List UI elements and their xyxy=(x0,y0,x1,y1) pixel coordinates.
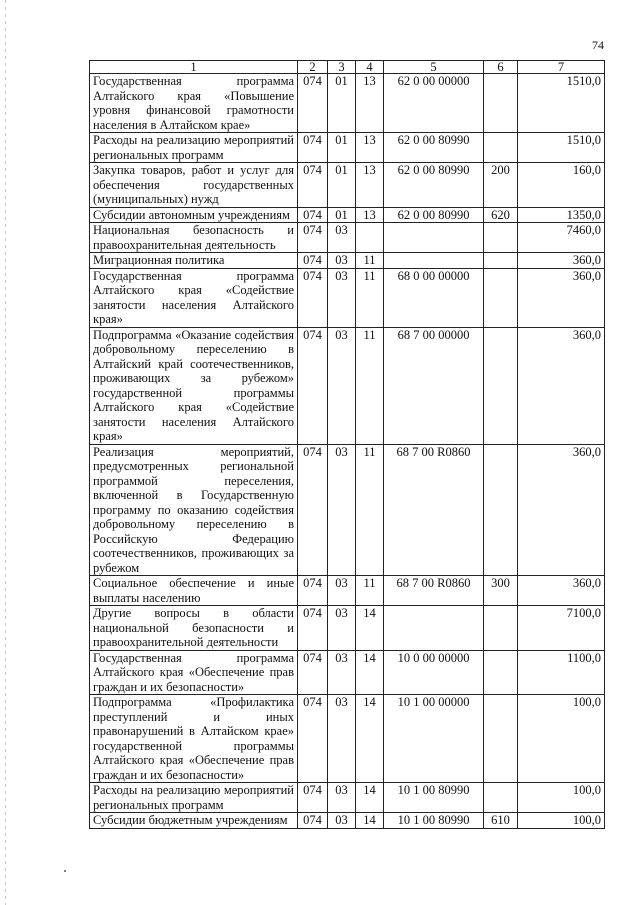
header-col-3: 3 xyxy=(328,61,356,74)
row-subsection-code: 11 xyxy=(356,268,384,327)
row-expense-type xyxy=(484,650,518,695)
row-section-code: 03 xyxy=(328,813,356,829)
row-target-article: 10 1 00 80990 xyxy=(384,783,484,813)
row-target-article xyxy=(384,253,484,269)
row-name: Расходы на реализацию мероприятий региональных программ xyxy=(90,783,298,813)
row-ministry-code: 074 xyxy=(298,444,328,576)
table-row xyxy=(90,783,605,813)
row-target-article: 10 0 00 00000 xyxy=(384,650,484,695)
row-section-code: 03 xyxy=(328,327,356,444)
row-target-article: 68 7 00 R0860 xyxy=(384,576,484,606)
row-name: Подпрограмма «Профилактика преступлений и иных правонарушений в Алтайском крае» государственной программы Алтайского края «Обеспечение прав граждан и их безопасности» xyxy=(90,695,298,783)
row-subsection-code: 11 xyxy=(356,576,384,606)
scan-speck xyxy=(64,870,66,872)
row-amount: 360,0 xyxy=(518,268,605,327)
row-expense-type xyxy=(484,74,518,133)
row-expense-type xyxy=(484,268,518,327)
row-target-article: 10 1 00 80990 xyxy=(384,813,484,829)
row-expense-type xyxy=(484,695,518,783)
row-ministry-code: 074 xyxy=(298,207,328,223)
row-name: Расходы на реализацию мероприятий региональных программ xyxy=(90,133,298,163)
row-expense-type xyxy=(484,253,518,269)
page-number: 74 xyxy=(592,38,604,52)
row-amount: 7100,0 xyxy=(518,606,605,651)
row-section-code: 01 xyxy=(328,133,356,163)
row-section-code: 03 xyxy=(328,223,356,253)
table-row xyxy=(90,813,605,829)
scan-edge-line xyxy=(5,0,6,905)
row-ministry-code: 074 xyxy=(298,268,328,327)
row-amount: 360,0 xyxy=(518,253,605,269)
row-amount: 100,0 xyxy=(518,783,605,813)
header-col-5: 5 xyxy=(384,61,484,74)
row-ministry-code: 074 xyxy=(298,74,328,133)
table-header-row xyxy=(90,61,605,74)
header-col-7: 7 xyxy=(518,61,605,74)
row-subsection-code: 13 xyxy=(356,74,384,133)
row-amount: 1510,0 xyxy=(518,133,605,163)
row-ministry-code: 074 xyxy=(298,576,328,606)
row-target-article: 10 1 00 00000 xyxy=(384,695,484,783)
row-section-code: 01 xyxy=(328,163,356,208)
row-amount: 1100,0 xyxy=(518,650,605,695)
row-expense-type: 300 xyxy=(484,576,518,606)
table-row xyxy=(90,606,605,651)
row-target-article: 62 0 00 80990 xyxy=(384,207,484,223)
row-expense-type xyxy=(484,606,518,651)
row-subsection-code: 11 xyxy=(356,444,384,576)
row-ministry-code: 074 xyxy=(298,650,328,695)
budget-table xyxy=(89,60,605,829)
table-row xyxy=(90,74,605,133)
table-row xyxy=(90,327,605,444)
row-ministry-code: 074 xyxy=(298,223,328,253)
row-subsection-code: 13 xyxy=(356,207,384,223)
row-section-code: 03 xyxy=(328,268,356,327)
row-section-code: 01 xyxy=(328,207,356,223)
row-amount: 360,0 xyxy=(518,327,605,444)
row-subsection-code: 14 xyxy=(356,813,384,829)
row-amount: 360,0 xyxy=(518,576,605,606)
row-target-article: 68 7 00 00000 xyxy=(384,327,484,444)
table-row xyxy=(90,207,605,223)
row-expense-type xyxy=(484,327,518,444)
header-col-2: 2 xyxy=(298,61,328,74)
row-section-code: 03 xyxy=(328,606,356,651)
row-name: Субсидии автономным учреждениям xyxy=(90,207,298,223)
row-section-code: 03 xyxy=(328,650,356,695)
table-row xyxy=(90,444,605,576)
header-col-4: 4 xyxy=(356,61,384,74)
table-row xyxy=(90,650,605,695)
row-name: Государственная программа Алтайского края «Обеспечение прав граждан и их безопасности» xyxy=(90,650,298,695)
row-subsection-code: 11 xyxy=(356,327,384,444)
row-expense-type xyxy=(484,133,518,163)
table-row xyxy=(90,223,605,253)
row-amount: 100,0 xyxy=(518,813,605,829)
row-subsection-code: 14 xyxy=(356,650,384,695)
row-name: Подпрограмма «Оказание содействия добровольному переселению в Алтайский край соотечественников, проживающих за рубежом» государственной программы Алтайского края «Содействие занятости населения Алтайского края» xyxy=(90,327,298,444)
table-row xyxy=(90,253,605,269)
row-subsection-code: 13 xyxy=(356,133,384,163)
row-target-article: 68 7 00 R0860 xyxy=(384,444,484,576)
row-amount: 7460,0 xyxy=(518,223,605,253)
row-target-article: 68 0 00 00000 xyxy=(384,268,484,327)
row-ministry-code: 074 xyxy=(298,133,328,163)
table-row xyxy=(90,695,605,783)
row-name: Социальное обеспечение и иные выплаты населению xyxy=(90,576,298,606)
row-ministry-code: 074 xyxy=(298,327,328,444)
row-ministry-code: 074 xyxy=(298,606,328,651)
row-name: Закупка товаров, работ и услуг для обеспечения государственных (муниципальных) нужд xyxy=(90,163,298,208)
row-ministry-code: 074 xyxy=(298,783,328,813)
row-subsection-code: 14 xyxy=(356,606,384,651)
row-target-article xyxy=(384,606,484,651)
row-subsection-code: 14 xyxy=(356,695,384,783)
row-target-article: 62 0 00 00000 xyxy=(384,74,484,133)
row-target-article: 62 0 00 80990 xyxy=(384,163,484,208)
row-target-article xyxy=(384,223,484,253)
row-expense-type: 610 xyxy=(484,813,518,829)
row-amount: 160,0 xyxy=(518,163,605,208)
row-section-code: 03 xyxy=(328,695,356,783)
row-ministry-code: 074 xyxy=(298,813,328,829)
row-amount: 1350,0 xyxy=(518,207,605,223)
row-section-code: 03 xyxy=(328,253,356,269)
row-name: Государственная программа Алтайского края «Содействие занятости населения Алтайского края» xyxy=(90,268,298,327)
header-col-1: 1 xyxy=(90,61,298,74)
row-expense-type: 200 xyxy=(484,163,518,208)
row-expense-type xyxy=(484,783,518,813)
row-ministry-code: 074 xyxy=(298,695,328,783)
row-name: Национальная безопасность и правоохранительная деятельность xyxy=(90,223,298,253)
row-section-code: 03 xyxy=(328,576,356,606)
row-amount: 360,0 xyxy=(518,444,605,576)
row-subsection-code: 11 xyxy=(356,253,384,269)
row-ministry-code: 074 xyxy=(298,163,328,208)
row-amount: 100,0 xyxy=(518,695,605,783)
row-expense-type xyxy=(484,444,518,576)
row-expense-type: 620 xyxy=(484,207,518,223)
table-row xyxy=(90,576,605,606)
row-subsection-code xyxy=(356,223,384,253)
row-name: Другие вопросы в области национальной безопасности и правоохранительной деятельности xyxy=(90,606,298,651)
header-col-6: 6 xyxy=(484,61,518,74)
row-amount: 1510,0 xyxy=(518,74,605,133)
row-subsection-code: 13 xyxy=(356,163,384,208)
row-name: Реализация мероприятий, предусмотренных региональной программой переселения, включенной в Государственную программу по оказанию содействия добровольному переселению в Российскую Федерацию соотечественников, проживающих за рубежом xyxy=(90,444,298,576)
row-expense-type xyxy=(484,223,518,253)
row-name: Субсидии бюджетным учреждениям xyxy=(90,813,298,829)
table-row xyxy=(90,133,605,163)
row-section-code: 03 xyxy=(328,783,356,813)
row-ministry-code: 074 xyxy=(298,253,328,269)
row-section-code: 01 xyxy=(328,74,356,133)
row-section-code: 03 xyxy=(328,444,356,576)
table-row xyxy=(90,163,605,208)
row-target-article: 62 0 00 80990 xyxy=(384,133,484,163)
row-name: Государственная программа Алтайского края «Повышение уровня финансовой грамотности населения в Алтайском крае» xyxy=(90,74,298,133)
row-name: Миграционная политика xyxy=(90,253,298,269)
table-row xyxy=(90,268,605,327)
row-subsection-code: 14 xyxy=(356,783,384,813)
